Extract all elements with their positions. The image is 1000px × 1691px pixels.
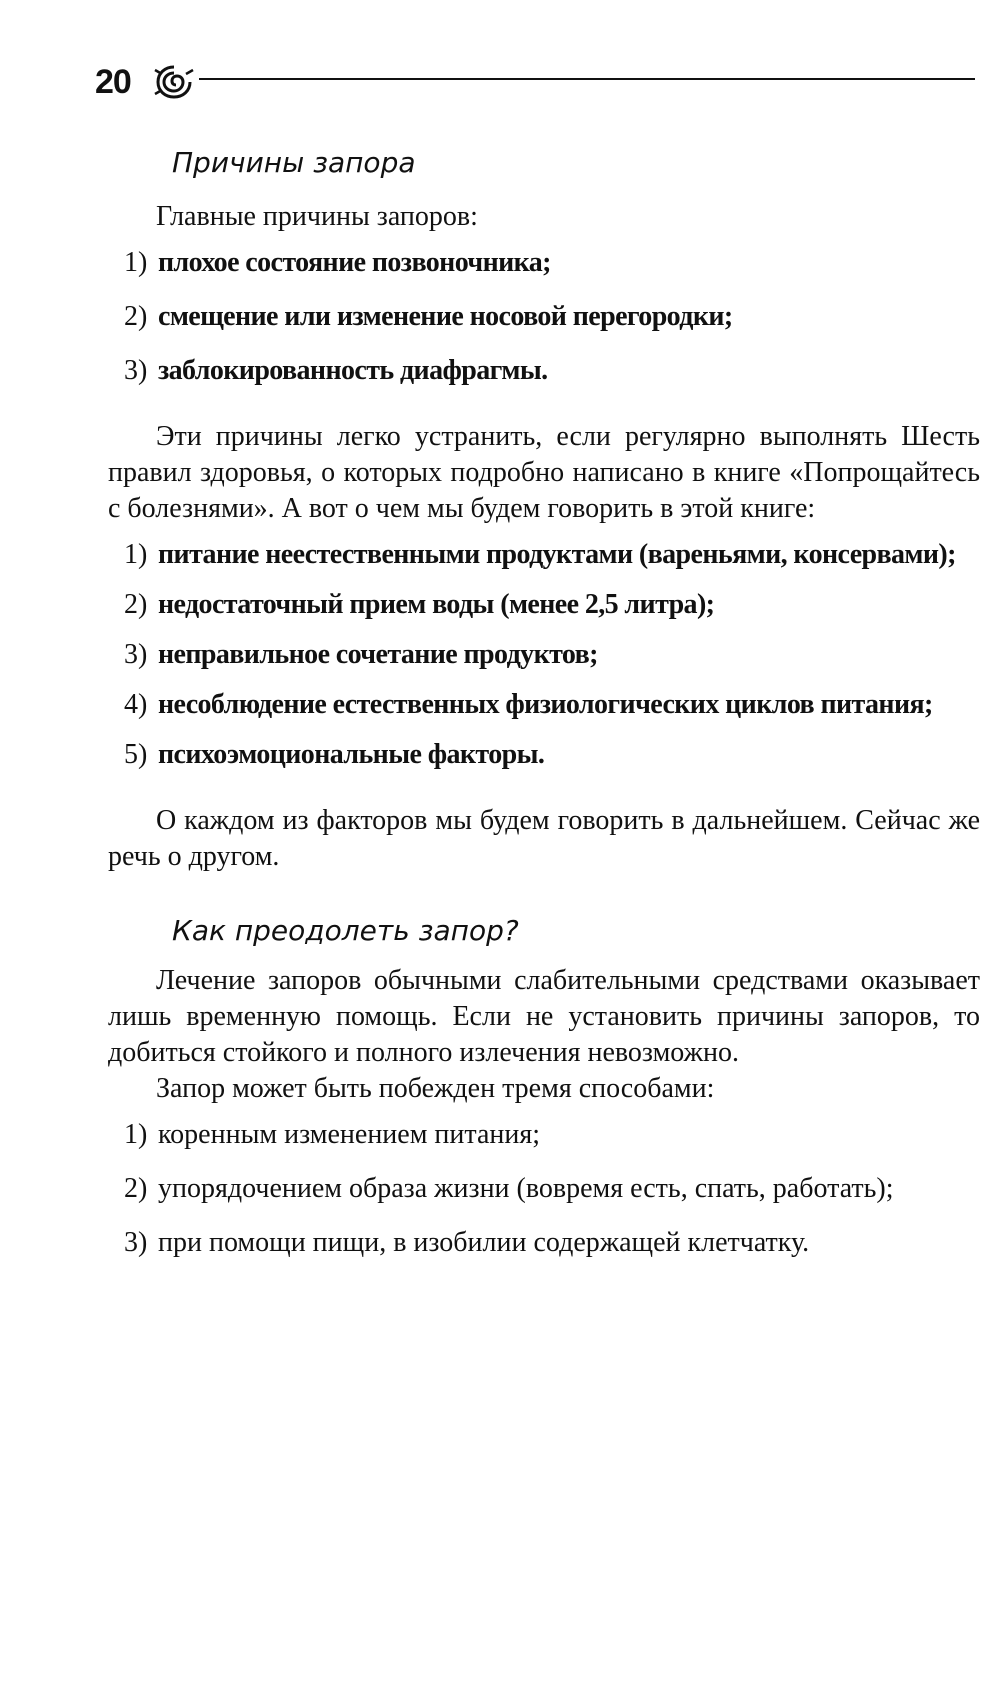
- list-number: 2): [124, 589, 148, 620]
- list-item: [108, 1225, 980, 1261]
- list-number: 2): [124, 301, 148, 332]
- list-number: 1): [124, 1119, 148, 1150]
- list-text: коренным изменением питания;: [158, 1119, 541, 1150]
- list-item: [108, 353, 980, 389]
- list-item: [108, 1171, 980, 1207]
- list-text: несоблюдение естественных физиологических циклов питания;: [158, 689, 933, 720]
- body-paragraph: Запор может быть побежден тремя способами:: [156, 1073, 715, 1104]
- list-item: [108, 737, 980, 773]
- header-rule: [199, 78, 975, 80]
- list-item: [108, 587, 980, 623]
- list-number: 3): [124, 639, 148, 670]
- factors-list: [108, 537, 980, 773]
- list-text: смещение или изменение носовой перегородки;: [158, 301, 733, 332]
- list-text: при помощи пищи, в изобилии содержащей клетчатку.: [158, 1227, 810, 1258]
- list-number: 1): [124, 247, 148, 278]
- list-number: 4): [124, 689, 148, 720]
- main-causes-list: [108, 245, 980, 389]
- page-number: 20: [95, 63, 131, 101]
- list-item: [108, 1117, 980, 1153]
- decorative-ornament-icon: [153, 64, 195, 100]
- closing-paragraph: О каждом из факторов мы будем говорить в дальнейшем. Сейчас же речь о другом.: [108, 805, 980, 872]
- list-text: недостаточный прием воды (менее 2,5 литра);: [158, 589, 715, 620]
- list-text: питание неестественными продуктами (вареньями, консервами);: [158, 539, 956, 570]
- list-number: 2): [124, 1173, 148, 1204]
- section-heading-overcome: Как преодолеть запор?: [172, 914, 519, 947]
- list-text: неправильное сочетание продуктов;: [158, 639, 598, 670]
- list-item: [108, 687, 980, 723]
- page-content: [108, 145, 980, 1279]
- list-text: упорядочением образа жизни (вовремя есть, спать, работать);: [158, 1173, 894, 1204]
- section-heading-causes: Причины запора: [172, 146, 416, 179]
- intro-paragraph: Главные причины запоров:: [156, 201, 478, 232]
- list-text: заблокированность диафрагмы.: [158, 355, 548, 386]
- list-text: плохое состояние позвоночника;: [158, 247, 551, 278]
- list-item: [108, 245, 980, 281]
- methods-list: [108, 1117, 980, 1261]
- list-number: 1): [124, 539, 148, 570]
- list-number: 3): [124, 355, 148, 386]
- list-item: [108, 637, 980, 673]
- body-paragraph: Эти причины легко устранить, если регулярно выполнять Шесть правил здоровья, о которых подробно написано в книге «Попрощайтесь с болезнями». А вот о чем мы будем говорить в этой книге:: [108, 421, 980, 524]
- list-number: 3): [124, 1227, 148, 1258]
- list-item: [108, 537, 980, 573]
- list-item: [108, 299, 980, 335]
- list-number: 5): [124, 739, 148, 770]
- page-header: [95, 62, 995, 102]
- body-paragraph: Лечение запоров обычными слабительными средствами оказывает лишь временную помощь. Если не установить причины запоров, то добиться стойкого и полного излечения невозможно.: [108, 965, 980, 1068]
- list-text: психоэмоциональные факторы.: [158, 739, 545, 770]
